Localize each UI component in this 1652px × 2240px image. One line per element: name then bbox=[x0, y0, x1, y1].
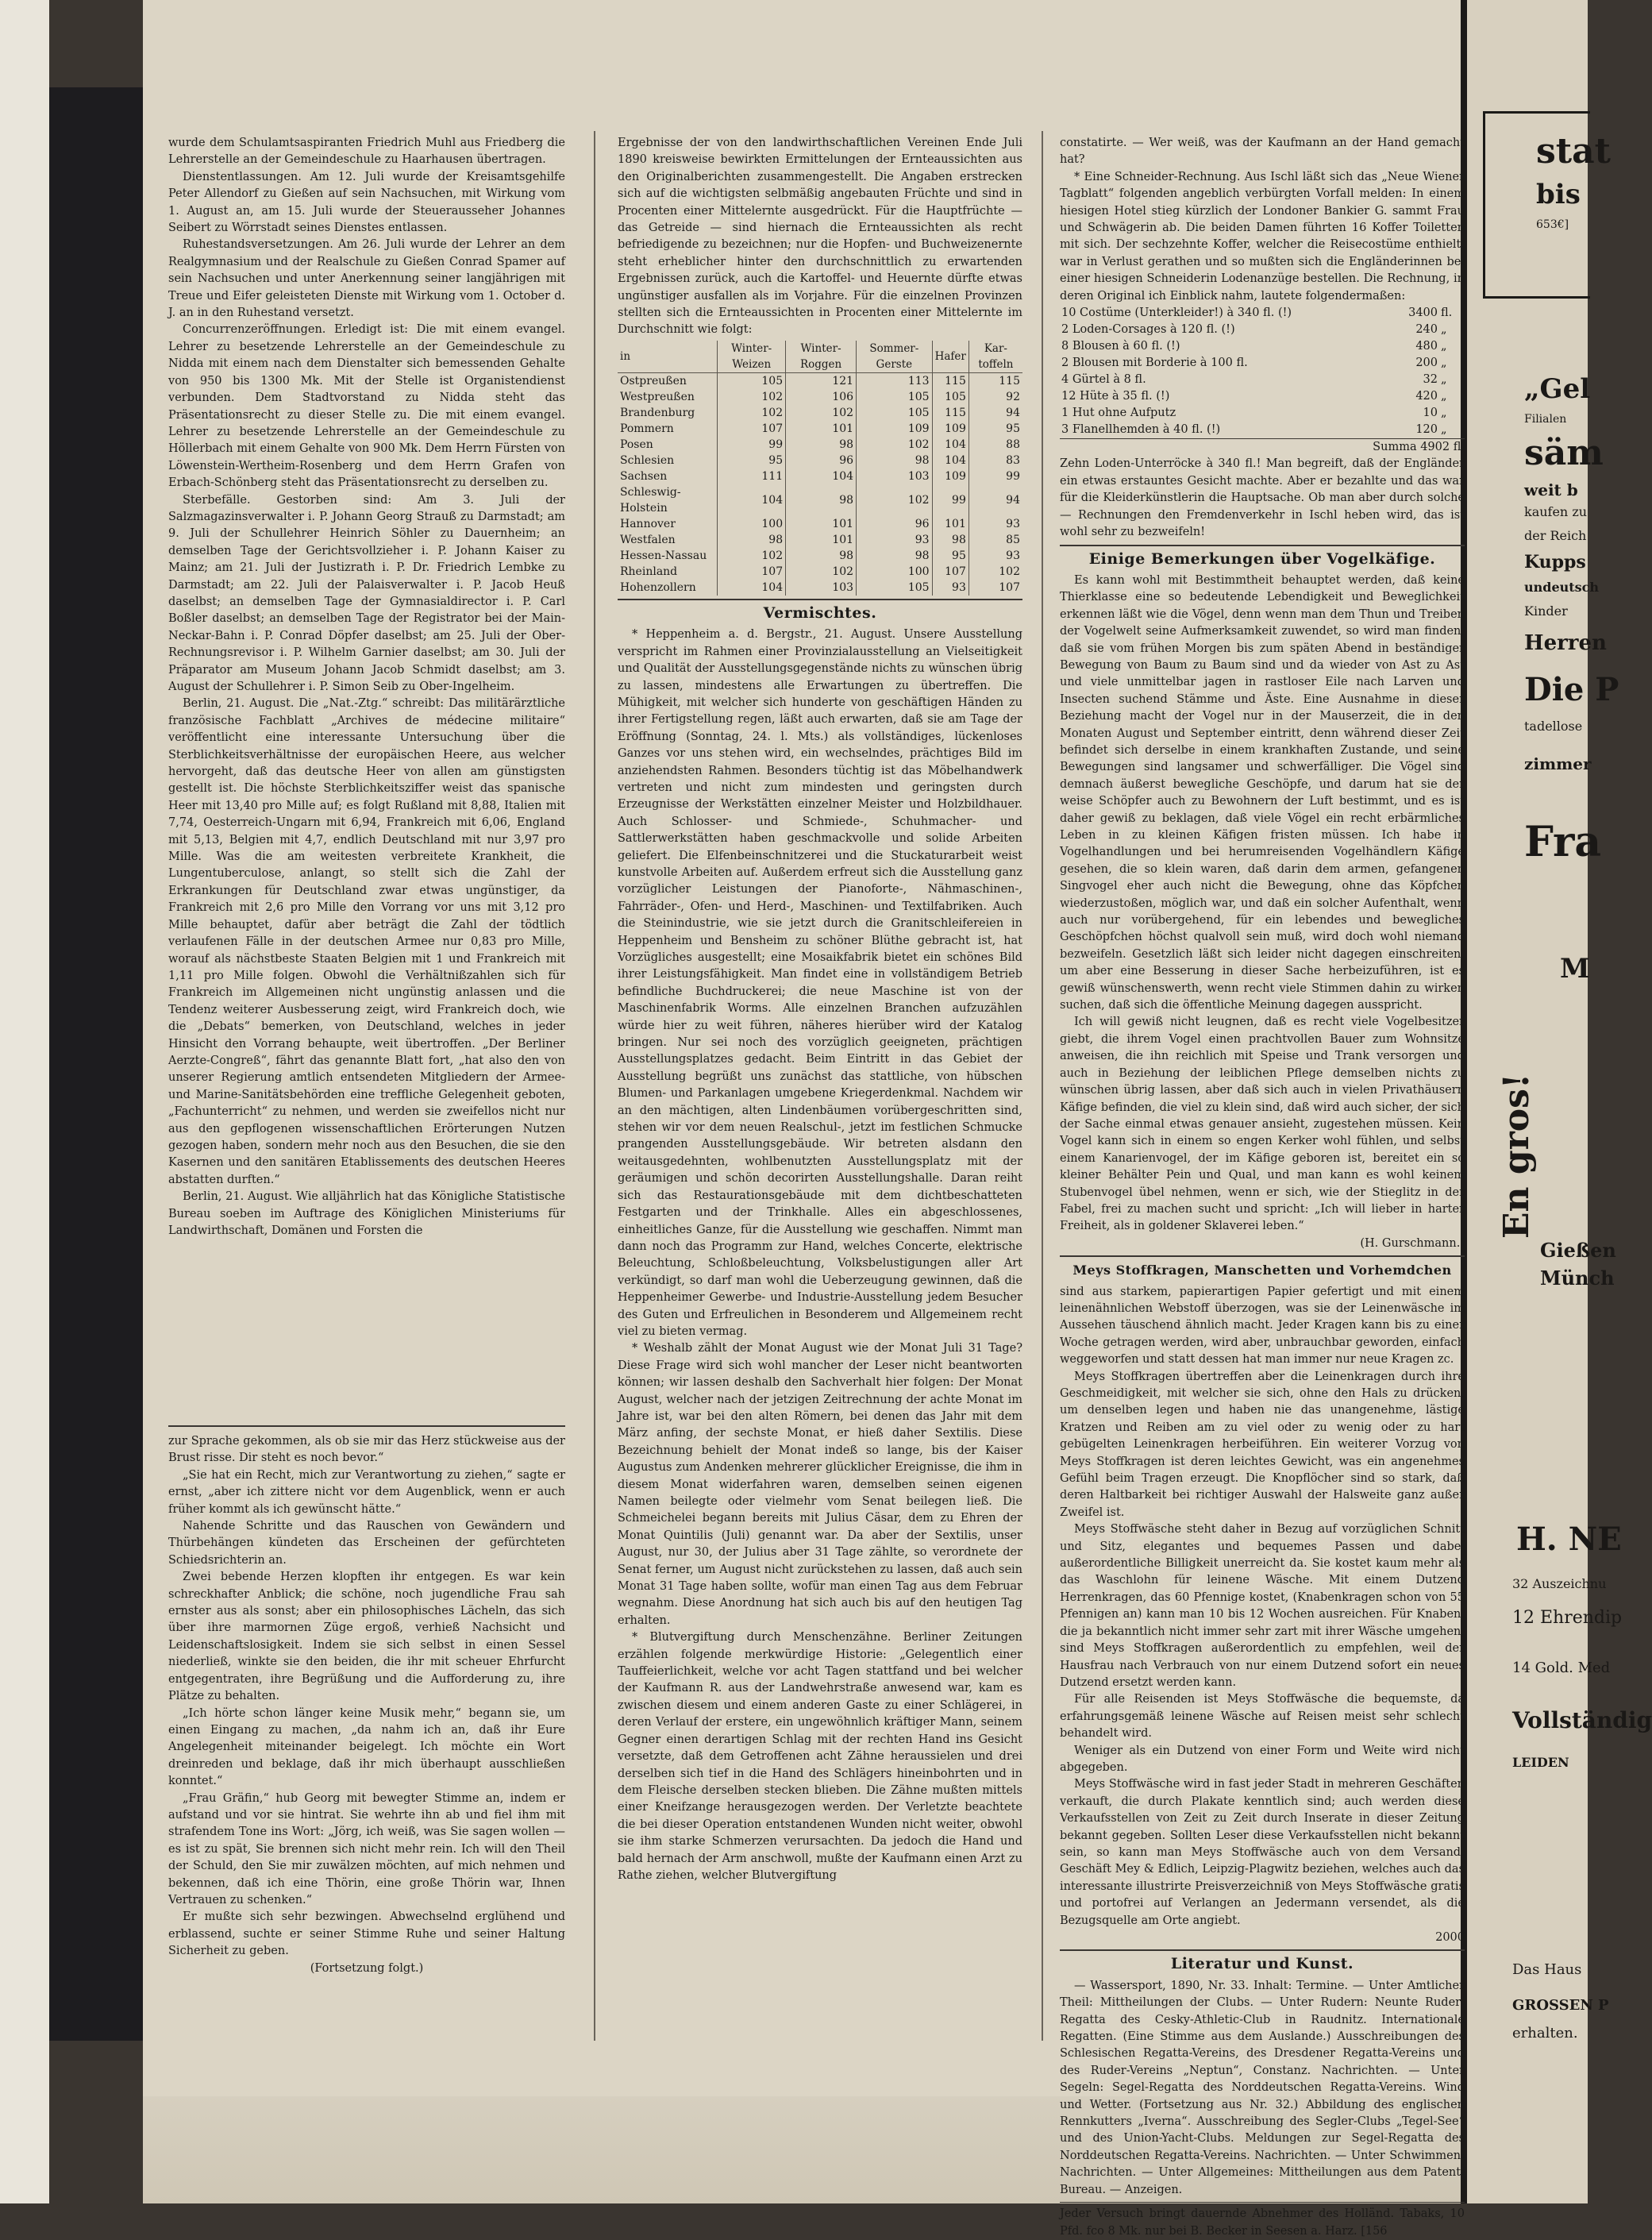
ad-fragment: H. NE bbox=[1516, 1521, 1622, 1558]
province-cell: Posen bbox=[620, 438, 653, 451]
tailor-bill bbox=[1060, 305, 1465, 438]
table-row bbox=[618, 580, 1022, 596]
ad-fragment: Kupps bbox=[1524, 552, 1586, 573]
story-paragraph: Er mußte sich sehr bezwingen. Abwechselnd erglühend und erblassend, suchte er seiner Stimme Ruhe und seiner Haltung Sicherheit zu geben. bbox=[168, 1910, 565, 1958]
ad-fragment: Münch bbox=[1540, 1267, 1615, 1290]
continuation-note: (Fortsetzung folgt.) bbox=[310, 1961, 424, 1975]
bill-row bbox=[1060, 322, 1465, 338]
article-paragraph: — Wassersport, 1890, Nr. 33. Inhalt: Termine. — Unter Amtlicher Theil: Mittheilungen der Clubs. — Unter Rudern: Neunte Ruder-Regatta des Cesky-Athletic-Club in Raudnitz. Internationale Regatten. (Eine Stimme aus dem Auslande.) Ausschreibungen des Schlesischen Regatta-Vereins, des Dresdener Regatta-Vereins und des Ruder-Vereins „Neptun“, Constanz. Nachrichten. — Unter Segeln: Segel-Regatta des Norddeutschen Regatta-Vereins. Wind und Wetter. (Fortsetzung aus Nr. 32.) Abbildung des englischen Rennkutters „Iverna“. Ausschreibung des Segler-Clubs „Tegel-See“ und des Union-Yacht-Clubs. Meldungen zur Segel-Regatta des Norddeutschen Regatta-Vereins. Nachrichten. — Unter Schwimmen: Nachrichten. — Unter Allgemeines: Mittheilungen aus dem Patent-Bureau. — Anzeigen. bbox=[1060, 1979, 1465, 2196]
ad-fragment: 14 Gold. Med bbox=[1512, 1660, 1611, 1676]
percent-cell: 94 bbox=[968, 405, 1022, 421]
percent-cell: 101 bbox=[786, 421, 857, 437]
percent-cell: 113 bbox=[857, 372, 933, 389]
table-row bbox=[618, 484, 1022, 516]
article-paragraph: Dienstentlassungen. Am 12. Juli wurde der Kreisamtsgehilfe Peter Allendorf zu Gießen auf sein Nachsuchen, mit Wirkung vom 1. August an, am 15. Juli wurde der Steuerausseher Johannes Seibert zu Wörrstadt seines Dienstes entlassen. bbox=[168, 170, 565, 235]
story-paragraph: „Sie hat ein Recht, mich zur Verantwortung zu ziehen,“ sagte er ernst, „aber ich zittere nicht vor dem Augenblick, wenn er auch früher kommt als ich gewünscht hätte.“ bbox=[168, 1468, 565, 1516]
percent-cell: 95 bbox=[718, 453, 786, 468]
ad-fragment: zimmer bbox=[1524, 754, 1592, 773]
article-paragraph: Sterbefälle. Gestorben sind: Am 3. Juli der Salzmagazinsverwalter i. P. Johann Georg Strauß zu Darmstadt; am 9. Juli der Schullehrer Heinrich Söhler zu Dauernheim; an demselben Tage der Gerichtsvollzieher i. P. Johann Kaiser zu Mainz; am 21. Juli der Justizrath i. P. Dr. Friedrich Lembke zu Darmstadt; am 22. Juli der Palaisverwalter i. P. Jacob Heuß daselbst; an demselben Tage der Gymnasialdirector i. P. Carl Boßler daselbst; an demselben Tage der Registrator bei der Main-Neckar-Bahn i. P. Conrad Döpfer daselbst; am 25. Juli der Ober-Rechnungsrevisor i. P. Wilhelm Garnier daselbst; am 30. Juli der Präparator am Museum Johann Jacob Schmidt daselbst; am 3. August der Schullehrer i. P. Simon Seib zu Ober-Ingelheim. bbox=[168, 493, 565, 693]
ad-fragment: Kinder bbox=[1524, 603, 1568, 619]
section-rule bbox=[1060, 545, 1465, 546]
percent-cell: 103 bbox=[857, 468, 933, 484]
percent-cell: 95 bbox=[932, 548, 968, 564]
table-row bbox=[618, 372, 1022, 389]
percent-cell: 115 bbox=[968, 372, 1022, 389]
article-paragraph: Berlin, 21. August. Die „Nat.-Ztg.“ schreibt: Das militärärztliche französische Fachblatt „Archives de médecine militaire“ veröffentlicht eine interessante Untersuchung über die Sterblichkeitsverhältnisse der europäischen Heere, aus welcher hervorgeht, daß das deutsche Heer von allen am günstigsten gestellt ist. Die höchste Sterblichkeitsziffer weist das spanische Heer mit 13,40 pro Mille auf; es folgt Rußland mit 8,88, Italien mit 7,74, Oesterreich-Ungarn mit 6,94, Frankreich mit 6,06, England mit 5,13, Belgien mit 4,7, endlich Deutschland mit nur 3,97 pro Mille. Was die am weitesten verbreitete Krankheit, die Lungentuberculose, anlangt, so stellt sich die Zahl der Erkrankungen für Deutschland zwar etwas ungünstiger, da Frankreich mit 2,6 pro Mille den Vorrang vor uns mit 3,12 pro Mille behauptet, dafür aber beträgt die Zahl der tödtlich verlaufenen Fälle in der deutschen Armee nur 0,83 pro Mille, worauf als nächstbeste Staaten Belgien mit 1 und Frankreich mit 1,11 pro Mille folgen. Obwohl die Verhältnißzahlen sich für Frankreich im Allgemeinen nicht ungünstig anlassen und die Tendenz weiterer Ausbesserung zeigt, wird Frankreich doch, wie die „Debats“ bemerken, von Deutschland, welches in jeder Hinsicht den Vorrang behaupte, weit übertroffen. „Der Berliner Aerzte-Congreß“, fährt das genannte Blatt fort, „hat also den von unserer Regierung amtlich entsendeten Mitgliedern der Armee- und Marine-Sanitätsbehörden eine treffliche Gelegenheit geboten, „Fachunterricht“ zu nehmen, und werden sie zweifellos nicht nur aus den gepflogenen wissenschaftlichen Erörterungen Nutzen gezogen haben, sondern mehr noch aus den Besuchen, die sie den Kasernen und den sanitären Etablissements des deutschen Heeres abstatten durften.“ bbox=[168, 697, 565, 1186]
percent-cell: 98 bbox=[718, 532, 786, 548]
percent-cell: 93 bbox=[968, 548, 1022, 564]
province-cell: Pommern bbox=[620, 422, 674, 435]
section-rule bbox=[1060, 1949, 1465, 1951]
story-paragraph: zur Sprache gekommen, als ob sie mir das Herz stückweise aus der Brust risse. Dir steht es noch bevor.“ bbox=[168, 1435, 565, 1465]
bill-sum: Summa 4902 fl. bbox=[1060, 438, 1465, 456]
bill-amount: 200 bbox=[1415, 357, 1438, 370]
percent-cell: 99 bbox=[968, 468, 1022, 484]
percent-cell: 101 bbox=[786, 516, 857, 532]
ad-fragment: stat bbox=[1536, 131, 1611, 172]
percent-cell: 102 bbox=[857, 437, 933, 453]
bill-row bbox=[1060, 305, 1465, 322]
province-cell: Westfalen bbox=[620, 533, 676, 546]
percent-cell: 101 bbox=[932, 516, 968, 532]
percent-cell: 105 bbox=[932, 389, 968, 405]
percent-cell: 101 bbox=[786, 532, 857, 548]
percent-cell: 83 bbox=[968, 453, 1022, 468]
section-heading: Vermischtes. bbox=[763, 603, 877, 622]
percent-cell: 102 bbox=[786, 405, 857, 421]
province-cell: Rheinland bbox=[620, 565, 678, 578]
percent-cell: 98 bbox=[857, 453, 933, 468]
percent-cell: 98 bbox=[786, 437, 857, 453]
percent-cell: 107 bbox=[932, 564, 968, 580]
ad-fragment: „Gel bbox=[1524, 373, 1591, 405]
ad-fragment: 32 Auszeichnu bbox=[1512, 1576, 1607, 1591]
ad-fragment: weit b bbox=[1524, 480, 1578, 499]
bill-currency: „ bbox=[1441, 423, 1447, 437]
percent-cell: 111 bbox=[718, 468, 786, 484]
bill-item: 1 Hut ohne Aufputz bbox=[1061, 407, 1176, 420]
background-left bbox=[0, 0, 49, 2203]
ad-fragment: säm bbox=[1524, 433, 1604, 473]
bill-row bbox=[1060, 355, 1465, 372]
province-cell: Hannover bbox=[620, 517, 676, 530]
bill-item: 2 Blousen mit Borderie à 100 fl. bbox=[1061, 357, 1248, 370]
percent-cell: 93 bbox=[968, 516, 1022, 532]
column-1 bbox=[168, 135, 565, 1240]
ad-fragment: Das Haus bbox=[1512, 1961, 1582, 1978]
section-rule bbox=[1060, 2202, 1465, 2203]
percent-cell: 98 bbox=[857, 548, 933, 564]
percent-cell: 100 bbox=[857, 564, 933, 580]
percent-cell: 104 bbox=[786, 468, 857, 484]
bill-row bbox=[1060, 338, 1465, 355]
ad-fragment: LEIDEN bbox=[1512, 1755, 1569, 1770]
percent-cell: 102 bbox=[857, 484, 933, 516]
ad-fragment: undeutsch bbox=[1524, 580, 1600, 595]
article-paragraph: wurde dem Schulamtsaspiranten Friedrich Muhl aus Friedberg die Lehrerstelle an der Gemeindeschule zu Haarhausen übertragen. bbox=[168, 137, 565, 167]
ad-fragment: kaufen zu bbox=[1524, 504, 1588, 519]
ad-heading: Meys Stoffkragen, Manschetten und Vorhemdchen bbox=[1072, 1263, 1452, 1278]
percent-cell: 93 bbox=[857, 532, 933, 548]
bill-currency: „ bbox=[1441, 323, 1447, 337]
ad-fragment: Herren bbox=[1524, 631, 1607, 655]
table-header: in bbox=[618, 341, 718, 373]
bill-item: 10 Costüme (Unterkleider!) à 340 fl. (!) bbox=[1061, 307, 1292, 320]
article-paragraph: Zehn Loden-Unterröcke à 340 fl.! Man begreift, daß der Engländer ein etwas erstauntes Gesicht machte. Aber er bezahlte und das war für die Kleiderkünstlerin die Hauptsache. Ob man aber durch solche — Rechnungen den Fremdenverkehr in Ischl heben wird, das ist wohl sehr zu bezweifeln! bbox=[1060, 457, 1465, 539]
bill-row bbox=[1060, 388, 1465, 405]
article-paragraph: Berlin, 21. August. Wie alljährlich hat das Königliche Statistische Bureau soeben im Auftrage des Königlichen Ministeriums für Landwirthschaft, Domänen und Forsten die bbox=[168, 1190, 565, 1237]
province-cell: Brandenburg bbox=[620, 406, 695, 419]
percent-cell: 105 bbox=[857, 580, 933, 596]
bill-amount: 120 bbox=[1415, 423, 1438, 437]
ad-fragment: Fra bbox=[1524, 818, 1602, 866]
percent-cell: 104 bbox=[718, 580, 786, 596]
table-row bbox=[618, 389, 1022, 405]
bill-amount: 32 bbox=[1423, 373, 1438, 387]
bill-item: 8 Blousen à 60 fl. (!) bbox=[1061, 340, 1180, 353]
province-cell: Sachsen bbox=[620, 469, 668, 483]
book-binding bbox=[49, 87, 152, 2041]
percent-cell: 105 bbox=[718, 372, 786, 389]
ad-paragraph: Für alle Reisenden ist Meys Stoffwäsche die bequemste, da erfahrungsgemäß leinene Wäsche auf Reisen meist sehr schlecht behandelt wird. bbox=[1060, 1693, 1465, 1741]
article-paragraph: Ruhestandsversetzungen. Am 26. Juli wurde der Lehrer an dem Realgymnasium und der Realschule zu Gießen Conrad Spamer auf sein Nachsuchen und unter Anerkennung seiner langjährigen mit Treue und Eifer geleisteten Dienste mit Wirkung vom 1. October d. J. an in den Ruhestand versetzt. bbox=[168, 238, 565, 320]
author-credit: (H. Gurschmann.) bbox=[1360, 1236, 1465, 1250]
table-header: Sommer-Gerste bbox=[857, 341, 933, 373]
bill-row bbox=[1060, 422, 1465, 438]
percent-cell: 99 bbox=[718, 437, 786, 453]
article-paragraph: * Weshalb zählt der Monat August wie der Monat Juli 31 Tage? Diese Frage wird sich wohl mancher der Leser nicht beantworten können; wir lassen deshalb den Sachverhalt hier folgen: Der Monat August, welcher nach der jetzigen Zeitrechnung der achte Monat im Jahre ist, war bei den alten Römern, bei denen das Jahr mit dem März anfing, der sechste Monat, er hieß daher Sextilis. Diese Bezeichnung behielt der Monat indeß so lange, bis der Kaiser Augustus zum Andenken mehrerer glücklicher Ereignisse, die ihm in diesem Monat widerfahren waren, demselben seinen eigenen Namen beilegte oder vielmehr vom Senat beilegen ließ. Die Schmeichelei begann bereits mit Julius Cäsar, dem zu Ehren der Monat Quintilis (Juli) genannt war. Da aber der Sextilis, unser August, nur 30, der Julius aber 31 Tage zählte, so verordnete der Senat ferner, um August nicht zurückstehen zu lassen, daß auch sein Monat 31 Tage haben sollte, wofür man einen Tag aus dem Februar wegnahm. Diese Anordnung hat sich auch bis auf den heutigen Tag erhalten. bbox=[618, 1342, 1022, 1627]
bill-amount: 480 bbox=[1415, 340, 1438, 353]
table-row bbox=[618, 564, 1022, 580]
percent-cell: 98 bbox=[786, 484, 857, 516]
table-row bbox=[618, 453, 1022, 468]
ad-fragment: der Reich bbox=[1524, 528, 1587, 543]
percent-cell: 104 bbox=[932, 437, 968, 453]
feuilleton-rule bbox=[168, 1425, 565, 1427]
bill-item: 2 Loden-Corsages à 120 fl. (!) bbox=[1061, 323, 1235, 337]
percent-cell: 102 bbox=[718, 405, 786, 421]
percent-cell: 98 bbox=[932, 532, 968, 548]
table-row bbox=[618, 437, 1022, 453]
ad-fragment: 12 Ehrendip bbox=[1512, 1608, 1623, 1628]
ad-fragment: Die P bbox=[1524, 671, 1619, 708]
percent-cell: 107 bbox=[718, 564, 786, 580]
ad-fragment: tadellose bbox=[1524, 719, 1583, 734]
article-paragraph: * Eine Schneider-Rechnung. Aus Ischl läßt sich das „Neue Wiener Tagblatt“ folgenden angeblich verbürgten Vorfall melden: In einem hiesigen Hotel stieg kürzlich der Londoner Bankier G. sammt Frau und Schwägerin ab. Die beiden Damen führten 16 Koffer Toiletten mit sich. Der sechzehnte Koffer, welcher die Reisecostüme enthielt, war in Verlust gerathen und so mußten sich die Engländerinnen bei einer hiesigen Schneiderin Lodenanzüge bestellen. Die Rechnung, in deren Original ich Einblick nahm, lautete folgendermaßen: bbox=[1060, 170, 1465, 303]
bill-amount: 240 bbox=[1415, 323, 1438, 337]
ad-fragment: GROSSEN P bbox=[1512, 1997, 1609, 2014]
ad-paragraph: sind aus starkem, papierartigen Papier gefertigt und mit einem leinenähnlichen Webstoff überzogen, was sie der Leinenwäsche im Aussehen täuschend ähnlich macht. Jeder Kragen kann bis zu einer Woche getragen werden, wird aber, unbrauchbar geworden, einfach weggeworfen und statt dessen hat man immer nur neue Kragen zc. bbox=[1060, 1285, 1465, 1367]
article-paragraph: constatirte. — Wer weiß, was der Kaufmann an der Hand gemacht hat? bbox=[1060, 137, 1465, 167]
harvest-table bbox=[618, 341, 1022, 596]
table-header: Winter-Weizen bbox=[718, 341, 786, 373]
ad-fragment: Filialen bbox=[1524, 413, 1567, 426]
percent-cell: 106 bbox=[786, 389, 857, 405]
percent-cell: 95 bbox=[968, 421, 1022, 437]
story-paragraph: Zwei bebende Herzen klopften ihr entgegen. Es war kein schreckhafter Anblick; die schöne, noch jugendliche Frau sah ernster aus als sonst; aber ein philosophisches Lächeln, das sich über ihre marmornen Züge ergoß, verhieß Nachsicht und Leidenschaftslosigkeit. Indem sie sich selbst in einen Sessel niederließ, winkte sie den beiden, die ihr mit scheuer Ehrfurcht entgegentraten, ihre Begrüßung und die Aufforderung zu, ihre Plätze zu behalten. bbox=[168, 1571, 565, 1703]
ad-fragment: erhalten. bbox=[1512, 2025, 1578, 2041]
section-heading: Literatur und Kunst. bbox=[1170, 1955, 1354, 1973]
table-row bbox=[618, 516, 1022, 532]
table-row bbox=[618, 405, 1022, 421]
bill-currency: „ bbox=[1441, 407, 1447, 420]
story-paragraph: Nahende Schritte und das Rauschen von Gewändern und Thürbehängen kündeten das Erscheinen der gefürchteten Schiedsrichterin an. bbox=[168, 1520, 565, 1567]
bill-amount: 10 bbox=[1423, 407, 1438, 420]
table-header: Hafer bbox=[932, 341, 968, 373]
story-paragraph: „Frau Gräfin,“ hub Georg mit bewegter Stimme an, indem er aufstand und vor sie hintrat. Sie wehrte ihn ab und fiel ihm mit strafendem Tone ins Wort: „Jörg, ich weiß, was Sie sagen wollen — es ist zu spät, Sie brennen sich nicht mehr rein. Ich will den Theil der Schuld, den Sie mir zuwälzen möchten, auf mich nehmen und bekennen, daß ich eine Thörin, eine große Thörin war, Ihnen Vertrauen zu schenken.“ bbox=[168, 1791, 565, 1907]
bill-currency: „ bbox=[1441, 357, 1447, 370]
percent-cell: 96 bbox=[857, 516, 933, 532]
percent-cell: 115 bbox=[932, 405, 968, 421]
percent-cell: 102 bbox=[718, 389, 786, 405]
article-paragraph: * Heppenheim a. d. Bergstr., 21. August. Unsere Ausstellung verspricht im Rahmen einer Provinzialausstellung an Vielseitigkeit und Qualität der Ausstellungsgegenstände nichts zu wünschen übrig zu lassen, mindestens alle Erwartungen zu übertreffen. Die Mühigkeit, mit welcher sich hunderte von geschäftigen Händen zu ihrer Fertigstellung regen, läßt auch erwarten, daß sie am Tage der Eröffnung (Sonntag, 24. l. Mts.) als vollständiges, lückenloses Ganzes vor uns stehen wird, ein wechselndes, prächtiges Bild im anziehendsten Rahmen. Besonders tüchtig ist das Möbelhandwerk vertreten und nicht zum mindesten und geringsten durch Erzeugnisse der Werkstätten einzelner Meister und Holzbildhauer. Auch Schlosser- und Schmiede-, Schuhmacher- und Sattlerwerkstätten haben geschmackvolle und solide Arbeiten geliefert. Die Elfenbeinschnitzerei und die Stuckaturarbeit weist kunstvolle Arbeiten auf. Außerdem erfreut sich die Ausstellung ganz vorzüglicher Leistungen der Pianoforte-, Nähmaschinen-, Fahrräder-, Ofen- und Herd-, Maschinen- und Textilfabriken. Auch die Steinindustrie, wie sie jetzt durch die Granitschleifereien in Heppenheim und Bensheim zu schöner Blüthe gebracht ist, hat Vorzügliches ausgestellt; eine Mosaikfabrik bietet ein schönes Bild ihrer Leistungsfähigkeit. Man findet eine in vollständigem Betrieb befindliche Buchdruckerei; die neue Maschine ist von der Maschinenfabrik Worms. Alle einzelnen Branchen aufzuzählen würde hier zu weit führen, näheres hierüber wird der Katalog bringen. Nur sei noch des vorzüglich geeigneten, prächtigen Ausstellungsplatzes gedacht. Beim Eintritt in das Gebiet der Ausstellung begrüßt uns zunächst das stattliche, von hübschen Blumen- und Parkanlagen umgebene Kriegerdenkmal. Nachdem wir an den mächtigen, alten Lindenbäumen vorübergeschritten sind, stehen wir vor dem neuen Realschul-, jetzt im festlichen Schmucke prangenden Ausstellungsgebäude. Wir betreten alsdann den weitausgedehnten, wohlbenutzten Ausstellungsplatz mit der geräumigen und schön decorirten Ausstellungshalle. Daran reiht sich das Restaurationsgebäude mit dem dichtbeschatteten Festgarten und der Trinkhalle. Alles ein abgeschlossenes, einheitliches Ganze, für die Ausstellung wie geschaffen. Nimmt man dann noch das Programm zur Hand, welches Concerte, elektrische Beleuchtung, Schloßbeleuchtung, Volksbelustigungen aller Art verkündigt, so darf man wohl die Ueberzeugung gewinnen, daß die Heppenheimer Gewerbe- und Industrie-Ausstellung jedem Besucher des Guten und Erfreulichen in Besonderem und Allgemeinem recht viel zu bieten vermag. bbox=[618, 628, 1022, 1338]
percent-cell: 93 bbox=[932, 580, 968, 596]
tobacco-ad: Jeder Versuch bringt dauernde Abnehmer des Holländ. Tabaks, 10 Pfd. fco 8 Mk. nur bei B. Becker in Seesen a. Harz. [156 bbox=[1060, 2207, 1465, 2238]
article-paragraph: * Blutvergiftung durch Menschenzähne. Berliner Zeitungen erzählen folgende merkwürdige Historie: „Gelegentlich einer Tauffeierlichkeit, welche vor acht Tagen stattfand und bei welcher der Kaufmann R. aus der Landwehrstraße anwesend war, kam es zwischen diesem und einem anderen Gaste zu einer Schlägerei, in deren Verlauf der erstere, ein ungewöhnlich kräftiger Mann, seinem Gegner einen derartigen Schlag mit der rechten Hand ins Gesicht versetzte, daß dem Getroffenen acht Zähne heraussielen und drei derselben sich tief in die Hand des Schlägers hineinbohrten und in dem Fleische derselben stecken blieben. Die Zähne mußten mittels einer Kneifzange herausgezogen werden. Der Verletzte beachtete die bei dieser Operation entstandenen Wunden nicht weiter, obwohl sie ihm starke Schmerzen verursachten. Da jedoch die Hand und bald hernach der Arm anschwoll, mußte der Kaufmann einen Arzt zu Rathe ziehen, welcher Blutvergiftung bbox=[618, 1631, 1022, 1882]
percent-cell: 109 bbox=[932, 421, 968, 437]
percent-cell: 107 bbox=[718, 421, 786, 437]
bill-item: 3 Flanellhemden à 40 fl. (!) bbox=[1061, 423, 1221, 437]
table-header: Kar-toffeln bbox=[968, 341, 1022, 373]
bill-row bbox=[1060, 372, 1465, 388]
percent-cell: 99 bbox=[932, 484, 968, 516]
province-cell: Hohenzollern bbox=[620, 580, 696, 594]
ad-paragraph: Meys Stoffwäsche wird in fast jeder Stadt in mehreren Geschäften verkauft, die durch Plakate kenntlich sind; auch werden diese Verkaufsstellen von Zeit zu Zeit durch Inserate in dieser Zeitung bekannt gegeben. Sollten Leser diese Verkaufsstellen nicht bekannt sein, so kann man Meys Stoffwäsche auch von dem Versand-Geschäft Mey & Edlich, Leipzig-Plagwitz beziehen, welches auch das interessante illustrirte Preisverzeichniß von Meys Stoffwäsche gratis und portofrei auf Verlangen an Jedermann versendet, als die Bezugsquelle am Orte angiebt. bbox=[1060, 1778, 1465, 1927]
percent-cell: 104 bbox=[932, 453, 968, 468]
ad-paragraph: Meys Stoffwäsche steht daher in Bezug auf vorzüglichen Schnitt und Sitz, elegantes und bequemes Passen und dabei außerordentliche Billigkeit unerreicht da. Sie kostet kaum mehr als das Waschlohn für leinene Wäsche. Mit einem Dutzend Herrenkragen, das 60 Pfennige kostet, (Knabenkragen schon von 55 Pfennigen an) kann man 10 bis 12 Wochen ausreichen. Für Knaben, die ja bekanntlich nicht immer sehr zart mit ihrer Wäsche umgehen, sind Meys Stoffkragen außerordentlich zu empfehlen, weil der Hausfrau nach Verbrauch von nur einem Dutzend sofort ein neues Dutzend ersetzt werden kann. bbox=[1060, 1523, 1465, 1689]
percent-cell: 92 bbox=[968, 389, 1022, 405]
article-paragraph: Es kann wohl mit Bestimmtheit behauptet werden, daß keine Thierklasse eine so bedeutende Lebendigkeit und Beweglichkeit erkennen läßt wie die Vögel, denn wenn man dem Thun und Treiben der Vogelwelt seine Aufmerksamkeit zuwendet, so wird man finden, daß sie vom frühen Morgen bis zum späten Abend in beständiger Bewegung von Baum zu Baum sind und da wieder von Ast zu Ast und viele unmittelbar jagen in rastloser Eile nach Larven und Insecten suchend Stämme und Äste. Eine Ausnahme in dieser Beziehung macht der Vogel nur in der Mauserzeit, die in den Monaten August und September eintritt, denn während dieser Zeit befindet sich derselbe in einem krankhaften Zustande, und seine Bewegungen sind langsamer und schwerfälliger. Die Vögel sind demnach äußerst bewegliche Geschöpfe, und darum hat sie der weise Schöpfer auch zu Bewohnern der Luft bestimmt, und es ist daher gewiß zu beklagen, daß viele Vögel ein recht erbärmliches Leben in zu kleinen Käfigen fristen müssen. Ich habe in Vogelhandlungen und bei herumreisenden Vogelhändlern Käfige gesehen, die so klein waren, daß darin dem armen, gefangenen Singvogel eher auch nicht die Bewegung, ohne das Köpfchen wiederzustoßen, möglich war, und daß ein solcher Aufenthalt, wenn auch nur vorübergehend, für ein lebendes und bewegliches Geschöpfchen höchst qualvoll sein muß, wird doch wohl niemand bezweifeln. Gesetzlich läßt sich leider nicht dagegen einschreiten, um aber eine Besserung in dieser Sache herbeizuführen, ist es gewiß wünschenswerth, wenn recht viele Stimmen dahin zu wirken suchen, daß sich die öffentliche Meinung dagegen ausspricht. bbox=[1060, 573, 1465, 1012]
article-paragraph: Concurrenzeröffnungen. Erledigt ist: Die mit einem evangel. Lehrer zu besetzende Lehrerstelle an der Gemeindeschule zu Nidda mit einem nach dem Dienstalter sich bemessenden Gehalte von 950 bis 1300 Mk. Mit der Stelle ist Organistendienst verbunden. Dem Stadtvorstand zu Nidda steht das Präsentationsrecht zu dieser Stelle zu. Die mit einem evangel. Lehrer zu besetzende Lehrerstelle an der Gemeindeschule zu Höllerbach mit einem Gehalte von 900 Mk. Dem Herrn Fürsten von Löwenstein-Wertheim-Rosenberg und dem Herrn Grafen von Erbach-Schönberg steht das Präsentationsrecht zu derselben zu. bbox=[168, 323, 565, 490]
ad-number: 2000 bbox=[1435, 1931, 1465, 1944]
bill-currency: „ bbox=[1441, 340, 1447, 353]
column-3 bbox=[1060, 135, 1465, 2240]
percent-cell: 105 bbox=[857, 389, 933, 405]
feuilleton bbox=[168, 1433, 565, 1977]
percent-cell: 105 bbox=[857, 405, 933, 421]
ad-fragment: Vollständig bbox=[1512, 1707, 1652, 1733]
article-paragraph: Ergebnisse der von den landwirthschaftlichen Vereinen Ende Juli 1890 kreisweise bewirkten Ermittelungen der Ernteaussichten aus den Originalberichten zusammengestellt. Die Angaben erstrecken sich auf die wichtigsten selbmäßig angebauten Früchte und sind in Procenten einer Mittelernte ausgedrückt. Für die Hauptfrüchte — das Getreide — sind hiernach die Ernteaussichten als recht befriedigende zu bezeichnen; nur die Hopfen- und Buchweizenernte steht erheblicher hinter den durchschnittlich zu erwartenden Ergebnissen zurück, auch die Kartoffel- und Heuernte dürfte etwas ungünstiger ausfallen als im Vorjahre. Für die einzelnen Provinzen stellten sich die Ernteaussichten in Procenten einer Mittelernte im Durchschnitt wie folgt: bbox=[618, 137, 1022, 337]
percent-cell: 98 bbox=[786, 548, 857, 564]
article-paragraph: Ich will gewiß nicht leugnen, daß es recht viele Vogelbesitzer giebt, die ihrem Vogel einen prachtvollen Bauer zum Wohnsitze anweisen, die ihn reichlich mit Speise und Trank versorgen und auch in Beziehung der leiblichen Pflege demselben nichts zu wünschen übrig lassen, aber daß sich auch in vielen Privathäusern Käfige befinden, die viel zu klein sind, daß wird auch sicher, der sich der Sache einmal etwas genauer ansieht, zugestehen müssen. Kein Vogel kann sich in einem so engen Kerker wohl fühlen, und selbst einem Kanarienvogel, der im Käfige geboren ist, bereitet ein so kleiner Behälter Pein und Qual, und man kann es wohl keinem Stubenvogel übel nehmen, wenn er sich, wie der Stieglitz in der Fabel, frei zu machen sucht und spricht: „Ich will lieber in harter Freiheit, als in goldener Sklaverei leben.“ bbox=[1060, 1016, 1465, 1233]
percent-cell: 85 bbox=[968, 532, 1022, 548]
section-heading: Einige Bemerkungen über Vogelkäfige. bbox=[1088, 549, 1436, 568]
percent-cell: 100 bbox=[718, 516, 786, 532]
ad-fragment: En gros! bbox=[1496, 1073, 1537, 1239]
ad-fragment: M bbox=[1560, 953, 1590, 985]
ad-fragment: 653€] bbox=[1536, 218, 1569, 231]
bill-item: 12 Hüte à 35 fl. (!) bbox=[1061, 390, 1170, 403]
percent-cell: 102 bbox=[786, 564, 857, 580]
percent-cell: 109 bbox=[932, 468, 968, 484]
section-rule bbox=[1060, 1255, 1465, 1257]
percent-cell: 102 bbox=[718, 548, 786, 564]
ad-fragment: Gießen bbox=[1540, 1239, 1616, 1262]
percent-cell: 103 bbox=[786, 580, 857, 596]
province-cell: Ostpreußen bbox=[620, 374, 687, 387]
bill-item: 4 Gürtel à 8 fl. bbox=[1061, 373, 1146, 387]
province-cell: Schlesien bbox=[620, 453, 675, 467]
column-rule bbox=[1042, 131, 1043, 2041]
table-row bbox=[618, 548, 1022, 564]
bill-amount: 3400 bbox=[1408, 307, 1438, 320]
table-header: Winter-Roggen bbox=[786, 341, 857, 373]
province-cell: Schleswig-Holstein bbox=[620, 485, 681, 515]
section-rule bbox=[618, 599, 1022, 600]
percent-cell: 102 bbox=[968, 564, 1022, 580]
column-rule bbox=[594, 131, 595, 2041]
percent-cell: 94 bbox=[968, 484, 1022, 516]
story-paragraph: „Ich hörte schon länger keine Musik mehr,“ begann sie, um einen Eingang zu machen, „da nahm ich an, daß ihr Eure Angelegenheit miteinander beigelegt. Ich möchte ein Wort dreinreden und beklage, daß ihr mich überhaupt ausschließen konntet.“ bbox=[168, 1706, 565, 1788]
ad-fragment: bis bbox=[1536, 179, 1581, 210]
bill-currency: „ bbox=[1441, 390, 1447, 403]
percent-cell: 104 bbox=[718, 484, 786, 516]
table-row bbox=[618, 532, 1022, 548]
table-row bbox=[618, 468, 1022, 484]
bill-row bbox=[1060, 405, 1465, 422]
table-header-row bbox=[618, 341, 1022, 373]
bill-amount: 420 bbox=[1415, 390, 1438, 403]
ad-paragraph: Meys Stoffkragen übertreffen aber die Leinenkragen durch ihre Geschmeidigkeit, mit welcher sie sich, ohne den Hals zu drücken, um denselben legen und haben nie das unangenehme, lästige Kratzen und Reiben am zu viel oder zu wenig oder zu hart gebügelten Leinenkragen herbeiführen. Ein weiterer Vorzug von Meys Stoffkragen ist deren leichtes Gewicht, was ein angenehmes Gefühl beim Tragen erzeugt. Die Knopflöcher sind so stark, daß deren Haltbarkeit bei richtiger Auswahl der Halsweite ganz außer Zweifel ist. bbox=[1060, 1370, 1465, 1519]
ad-paragraph: Weniger als ein Dutzend von einer Form und Weite wird nicht abgegeben. bbox=[1060, 1744, 1465, 1774]
percent-cell: 107 bbox=[968, 580, 1022, 596]
percent-cell: 121 bbox=[786, 372, 857, 389]
bill-currency: fl. bbox=[1441, 307, 1453, 320]
province-cell: Hessen-Nassau bbox=[620, 549, 707, 562]
bill-currency: „ bbox=[1441, 373, 1447, 387]
percent-cell: 115 bbox=[932, 372, 968, 389]
percent-cell: 88 bbox=[968, 437, 1022, 453]
province-cell: Westpreußen bbox=[620, 390, 695, 403]
percent-cell: 96 bbox=[786, 453, 857, 468]
table-row bbox=[618, 421, 1022, 437]
column-2 bbox=[618, 135, 1022, 1884]
percent-cell: 109 bbox=[857, 421, 933, 437]
